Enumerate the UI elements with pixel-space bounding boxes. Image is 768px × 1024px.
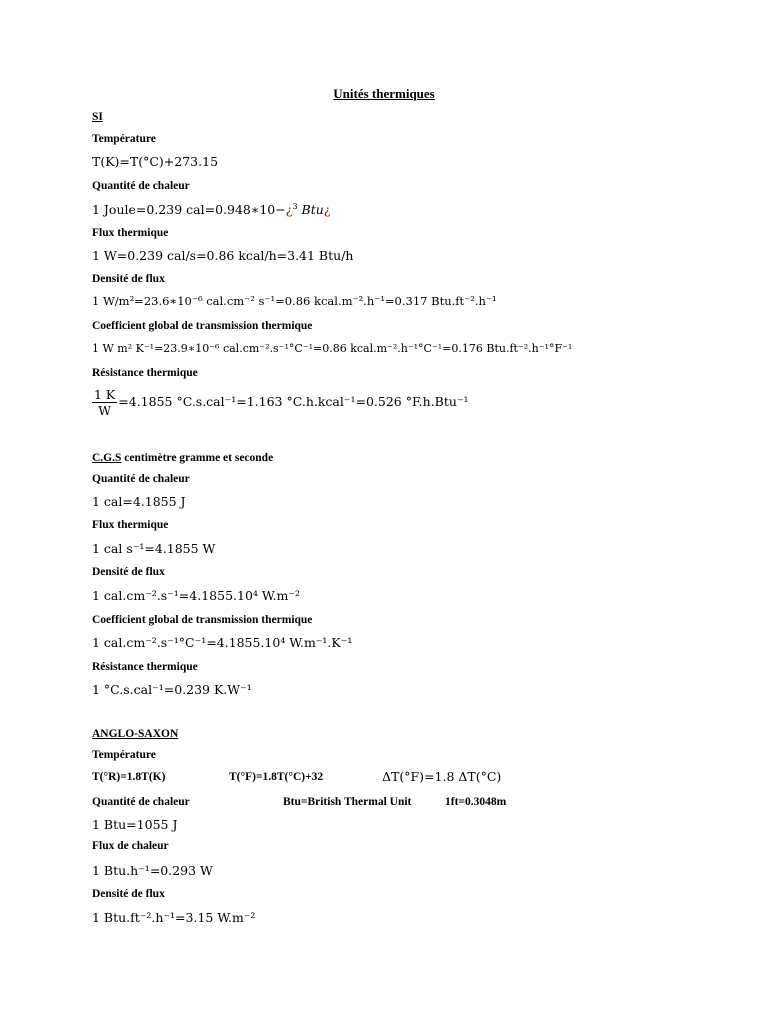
si-heading xyxy=(92,111,103,123)
cgs-coefficient-equation: 1 cal.cm⁻².s⁻¹°C⁻¹=4.1855.10⁴ W.m⁻¹.K⁻¹ xyxy=(92,635,353,650)
si-heat-eq-part-b: ¿ xyxy=(285,202,293,217)
anglo-foot-definition: 1ft=0.3048m xyxy=(445,796,507,808)
anglo-rankine-formula: T(°R)=1.8T(K) xyxy=(92,771,166,783)
anglo-btu-definition: Btu=British Thermal Unit xyxy=(283,796,412,808)
si-resistance-equation xyxy=(92,387,469,418)
anglo-density-equation: 1 Btu.ft⁻².h⁻¹=3.15 W.m⁻² xyxy=(92,910,256,925)
anglo-delta-formula: ΔT(°F)=1.8 ΔT(°C) xyxy=(382,769,502,784)
anglo-heat-equation: 1 Btu=1055 J xyxy=(92,817,178,832)
cgs-heading-abbrev: C.G.S xyxy=(92,452,122,464)
si-temperature-label: Température xyxy=(92,133,156,145)
si-coefficient-equation: 1 W m² K⁻¹=23.9∗10⁻⁶ cal.cm⁻².s⁻¹°C⁻¹=0.86 kcal.m⁻².h⁻¹°C⁻¹=0.176 Btu.ft⁻².h⁻¹°F⁻¹ xyxy=(92,342,573,355)
cgs-density-equation: 1 cal.cm⁻².s⁻¹=4.1855.10⁴ W.m⁻² xyxy=(92,588,300,603)
si-flux-equation: 1 W=0.239 cal/s=0.86 kcal/h=3.41 Btu/h xyxy=(92,248,354,263)
anglo-heat-label: Quantité de chaleur xyxy=(92,796,190,808)
si-resistance-label: Résistance thermique xyxy=(92,367,198,379)
si-density-equation: 1 W/m²=23.6∗10⁻⁶ cal.cm⁻² s⁻¹=0.86 kcal.m⁻².h⁻¹=0.317 Btu.ft⁻².h⁻¹ xyxy=(92,294,497,308)
anglo-temperature-label: Température xyxy=(92,749,156,761)
si-resistance-fraction xyxy=(92,387,117,418)
si-density-label: Densité de flux xyxy=(92,273,165,285)
si-resistance-equation-rest: =4.1855 °C.s.cal⁻¹=1.163 °C.h.kcal⁻¹=0.526 °F.h.Btu⁻¹ xyxy=(118,394,469,409)
anglo-flux-equation: 1 Btu.h⁻¹=0.293 W xyxy=(92,863,213,878)
cgs-density-label: Densité de flux xyxy=(92,566,165,578)
si-heat-eq-exponent: 3 xyxy=(292,202,298,211)
si-heat-eq-part-a: 1 Joule=0.239 cal=0.948∗10− xyxy=(92,202,286,217)
anglo-heading xyxy=(92,728,178,740)
si-heat-equation xyxy=(92,202,330,217)
si-heat-eq-part-e: ¿ xyxy=(323,202,331,217)
si-resistance-denominator: W xyxy=(98,403,112,418)
anglo-heading-text: ANGLO-SAXON xyxy=(92,728,179,740)
cgs-flux-label: Flux thermique xyxy=(92,519,169,531)
cgs-flux-equation: 1 cal s⁻¹=4.1855 W xyxy=(92,541,216,556)
cgs-coefficient-label: Coefficient global de transmission thermique xyxy=(92,614,313,626)
anglo-density-label: Densité de flux xyxy=(92,888,165,900)
anglo-flux-label: Flux de chaleur xyxy=(92,840,169,852)
cgs-resistance-equation: 1 °C.s.cal⁻¹=0.239 K.W⁻¹ xyxy=(92,682,252,697)
cgs-heat-label: Quantité de chaleur xyxy=(92,473,190,485)
cgs-heading xyxy=(92,452,273,464)
anglo-fahrenheit-formula: T(°F)=1.8T(°C)+32 xyxy=(229,771,324,783)
si-heading-text: SI xyxy=(92,111,103,123)
si-heat-label: Quantité de chaleur xyxy=(92,180,190,192)
si-heat-eq-part-d: Btu xyxy=(301,202,324,217)
cgs-resistance-label: Résistance thermique xyxy=(92,661,198,673)
si-resistance-numerator: 1 K xyxy=(94,387,116,402)
si-flux-label: Flux thermique xyxy=(92,227,169,239)
page-title: Unités thermiques xyxy=(333,86,435,101)
cgs-heading-text: centimètre gramme et seconde xyxy=(121,452,274,464)
si-temperature-equation: T(K)=T(°C)+273.15 xyxy=(92,154,219,169)
cgs-heat-equation: 1 cal=4.1855 J xyxy=(92,494,186,509)
si-coefficient-label: Coefficient global de transmission thermique xyxy=(92,320,313,332)
